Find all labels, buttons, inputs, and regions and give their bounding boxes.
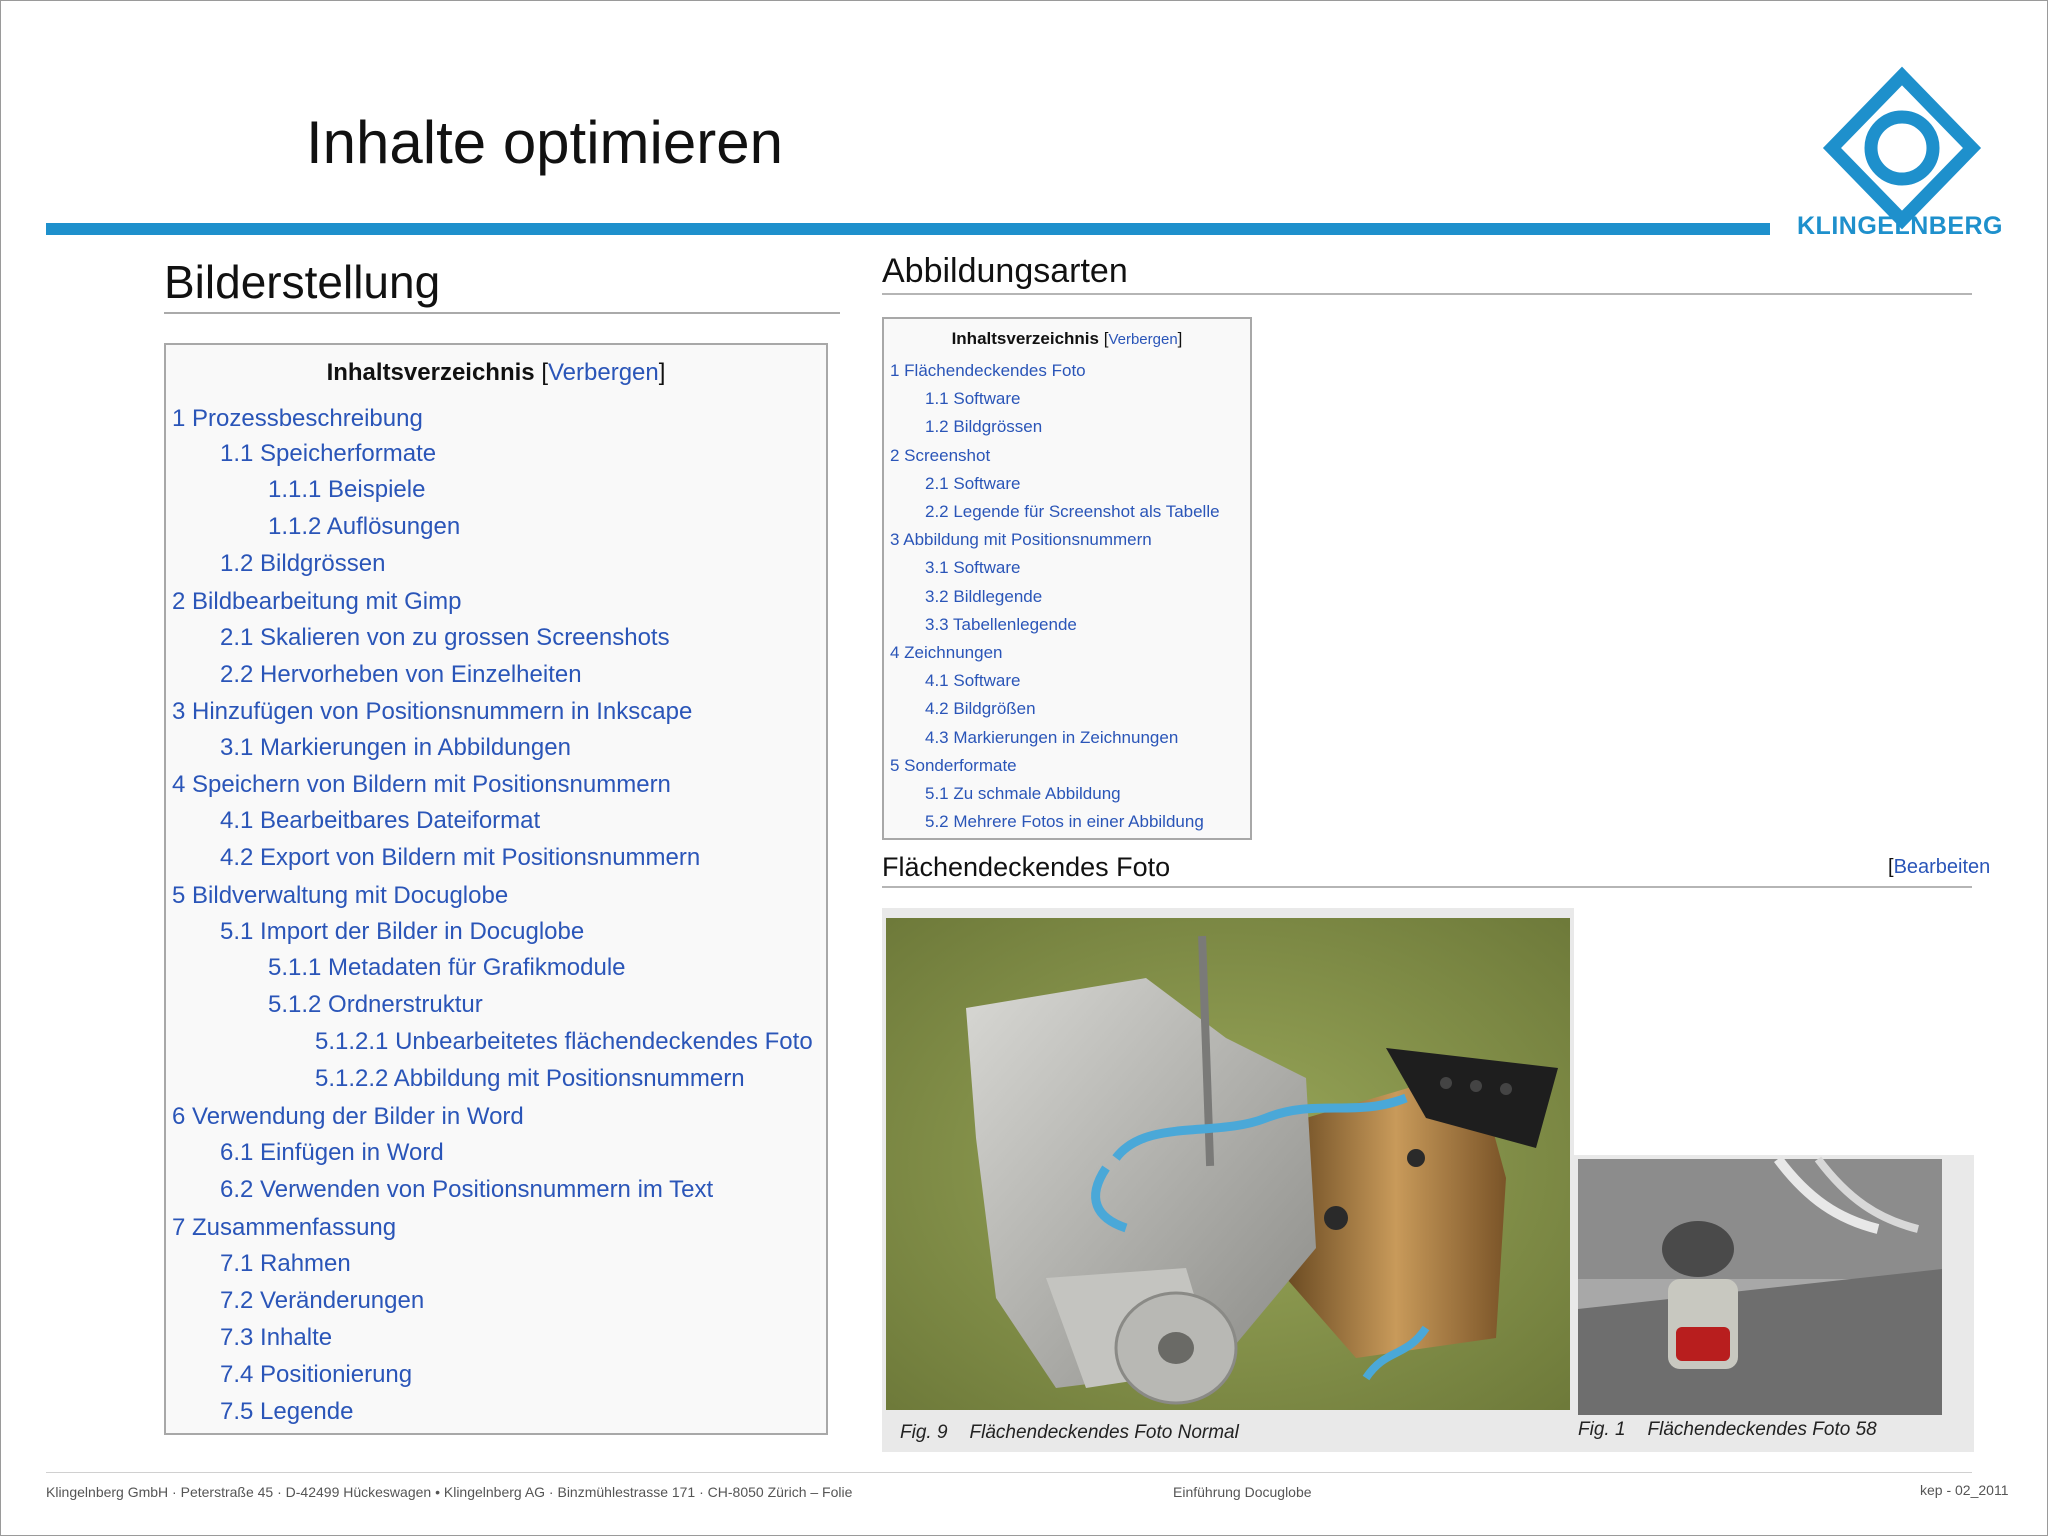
right-toc-item[interactable]: 3.2 Bildlegende <box>925 586 1043 606</box>
left-toc-item[interactable]: 6.1 Einfügen in Word <box>220 1139 444 1166</box>
right-toc-item[interactable]: 2.2 Legende für Screenshot als Tabelle <box>925 502 1220 521</box>
left-toc-item[interactable]: 1 Prozessbeschreibung <box>172 405 423 432</box>
figure-small-caption <box>1578 1419 1877 1441</box>
right-toc-item[interactable]: 3.3 Tabellenlegende <box>925 614 1077 634</box>
left-toc-item[interactable]: 4.1 Bearbeitbares Dateiformat <box>220 807 541 834</box>
right-heading-rule <box>882 293 1972 295</box>
section-rule <box>882 886 1972 888</box>
footer-topic: Einführung Docuglobe <box>1173 1484 1312 1500</box>
left-toc-item[interactable]: 1.1 Speicherformate <box>220 440 437 467</box>
section-heading: Flächendeckendes Foto <box>882 852 1171 882</box>
left-toc-item[interactable]: 7.1 Rahmen <box>220 1250 351 1277</box>
left-toc-box <box>164 343 828 1435</box>
left-toc-item[interactable]: 7.2 Veränderungen <box>220 1287 425 1314</box>
left-toc-item[interactable]: 1.1.1 Beispiele <box>268 476 426 503</box>
left-toc-item[interactable]: 4 Speichern von Bildern mit Positionsnummern <box>172 771 671 798</box>
footer-address: Klingelnberg GmbH · Peterstraße 45 · D-42499 Hückeswagen • Klingelnberg AG · Binzmühlestrasse 171 · CH-8050 Zürich – Folie <box>46 1484 853 1500</box>
figure-main-text: Flächendeckendes Foto Normal <box>969 1422 1239 1443</box>
section-edit-link[interactable]: Bearbeiten <box>1893 856 1991 878</box>
right-toc-item[interactable]: 3 Abbildung mit Positionsnummern <box>890 530 1152 550</box>
left-toc-title: Inhaltsverzeichnis <box>326 359 535 386</box>
left-toc-item[interactable]: 2.2 Hervorheben von Einzelheiten <box>220 661 582 688</box>
left-toc-item[interactable]: 7.5 Legende <box>220 1398 354 1425</box>
right-toc-header <box>884 329 1250 349</box>
right-toc-box <box>882 317 1252 840</box>
footer-rule <box>46 1472 1972 1473</box>
left-toc-item[interactable]: 5.1.2.1 Unbearbeitetes flächendeckendes Foto <box>315 1028 813 1055</box>
left-toc-hide-link[interactable]: Verbergen <box>547 359 659 386</box>
section-edit <box>1888 856 1991 879</box>
figure-main <box>882 908 1574 1452</box>
left-toc-item[interactable]: 5.1 Import der Bilder in Docuglobe <box>220 918 585 945</box>
right-toc-item[interactable]: 3.1 Software <box>925 558 1021 578</box>
left-toc-item[interactable]: 1.1.2 Auflösungen <box>268 513 461 540</box>
right-toc-title: Inhaltsverzeichnis <box>951 329 1099 348</box>
left-toc-item[interactable]: 5.1.1 Metadaten für Grafikmodule <box>268 954 626 981</box>
left-toc-item[interactable]: 6.2 Verwenden von Positionsnummern im Text <box>220 1176 714 1203</box>
right-toc-item[interactable]: 4.3 Markierungen in Zeichnungen <box>925 727 1179 747</box>
left-toc-item[interactable]: 6 Verwendung der Bilder in Word <box>172 1103 524 1130</box>
left-toc-item[interactable]: 7.3 Inhalte <box>220 1324 333 1351</box>
footer-author-date: kep - 02_2011 <box>1920 1482 2009 1498</box>
left-toc-item[interactable]: 3 Hinzufügen von Positionsnummern in Inkscape <box>172 698 693 725</box>
left-page-heading: Bilderstellung <box>164 256 441 308</box>
right-toc-hide-link[interactable]: Verbergen <box>1108 331 1178 348</box>
left-toc-item[interactable]: 3.1 Markierungen in Abbildungen <box>220 734 571 761</box>
right-toc-item[interactable]: 4 Zeichnungen <box>890 643 1003 662</box>
left-toc-item[interactable]: 7 Zusammenfassung <box>172 1214 397 1241</box>
figure-small-text: Flächendeckendes Foto 58 <box>1647 1419 1877 1440</box>
right-toc-bracket-close: ] <box>1177 329 1183 348</box>
right-toc-item[interactable]: 2.1 Software <box>925 473 1021 493</box>
slide-title: Inhalte optimieren <box>306 109 783 176</box>
right-toc-item[interactable]: 4.2 Bildgrößen <box>925 699 1036 719</box>
right-toc-item[interactable]: 5.1 Zu schmale Abbildung <box>925 784 1121 803</box>
left-toc-bracket-close: ] <box>658 359 666 386</box>
title-rule <box>46 223 1770 235</box>
right-toc-item[interactable]: 4.1 Software <box>925 671 1021 691</box>
left-toc-item[interactable]: 4.2 Export von Bildern mit Positionsnummern <box>220 844 701 871</box>
right-page-heading: Abbildungsarten <box>882 252 1128 290</box>
right-toc-bracket-open: [ <box>1103 329 1109 348</box>
machine-photo-image <box>886 918 1570 1410</box>
left-toc-bracket-open: [ <box>541 359 548 386</box>
right-toc-item[interactable]: 1.1 Software <box>925 389 1021 409</box>
left-toc-item[interactable]: 5 Bildverwaltung mit Docuglobe <box>172 882 509 909</box>
right-toc-item[interactable]: 5 Sonderformate <box>890 755 1017 775</box>
right-toc-item[interactable]: 1 Flächendeckendes Foto <box>890 361 1086 380</box>
left-toc-item[interactable]: 5.1.2.2 Abbildung mit Positionsnummern <box>315 1065 745 1092</box>
figure-small <box>1574 1155 1974 1452</box>
figure-main-caption <box>900 1422 1239 1444</box>
sensor-photo-image <box>1578 1159 1942 1415</box>
left-toc-item[interactable]: 1.2 Bildgrössen <box>220 550 386 577</box>
left-heading-rule <box>164 312 840 314</box>
right-toc-item[interactable]: 1.2 Bildgrössen <box>925 417 1043 437</box>
figure-main-label: Fig. 9 <box>900 1422 948 1443</box>
figure-small-label: Fig. 1 <box>1578 1419 1626 1440</box>
section-edit-bracket: [ <box>1888 856 1894 878</box>
left-toc-item[interactable]: 5.1.2 Ordnerstruktur <box>268 991 483 1018</box>
left-toc-item[interactable]: 7.4 Positionierung <box>220 1361 413 1388</box>
logo-wordmark: KLINGELNBERG <box>1797 212 2003 240</box>
right-toc-item[interactable]: 2 Screenshot <box>890 445 991 465</box>
left-toc-header <box>166 359 826 387</box>
left-toc-item[interactable]: 2.1 Skalieren von zu grossen Screenshots <box>220 624 670 651</box>
right-toc-item[interactable]: 5.2 Mehrere Fotos in einer Abbildung <box>925 812 1204 832</box>
left-toc-item[interactable]: 2 Bildbearbeitung mit Gimp <box>172 588 462 615</box>
